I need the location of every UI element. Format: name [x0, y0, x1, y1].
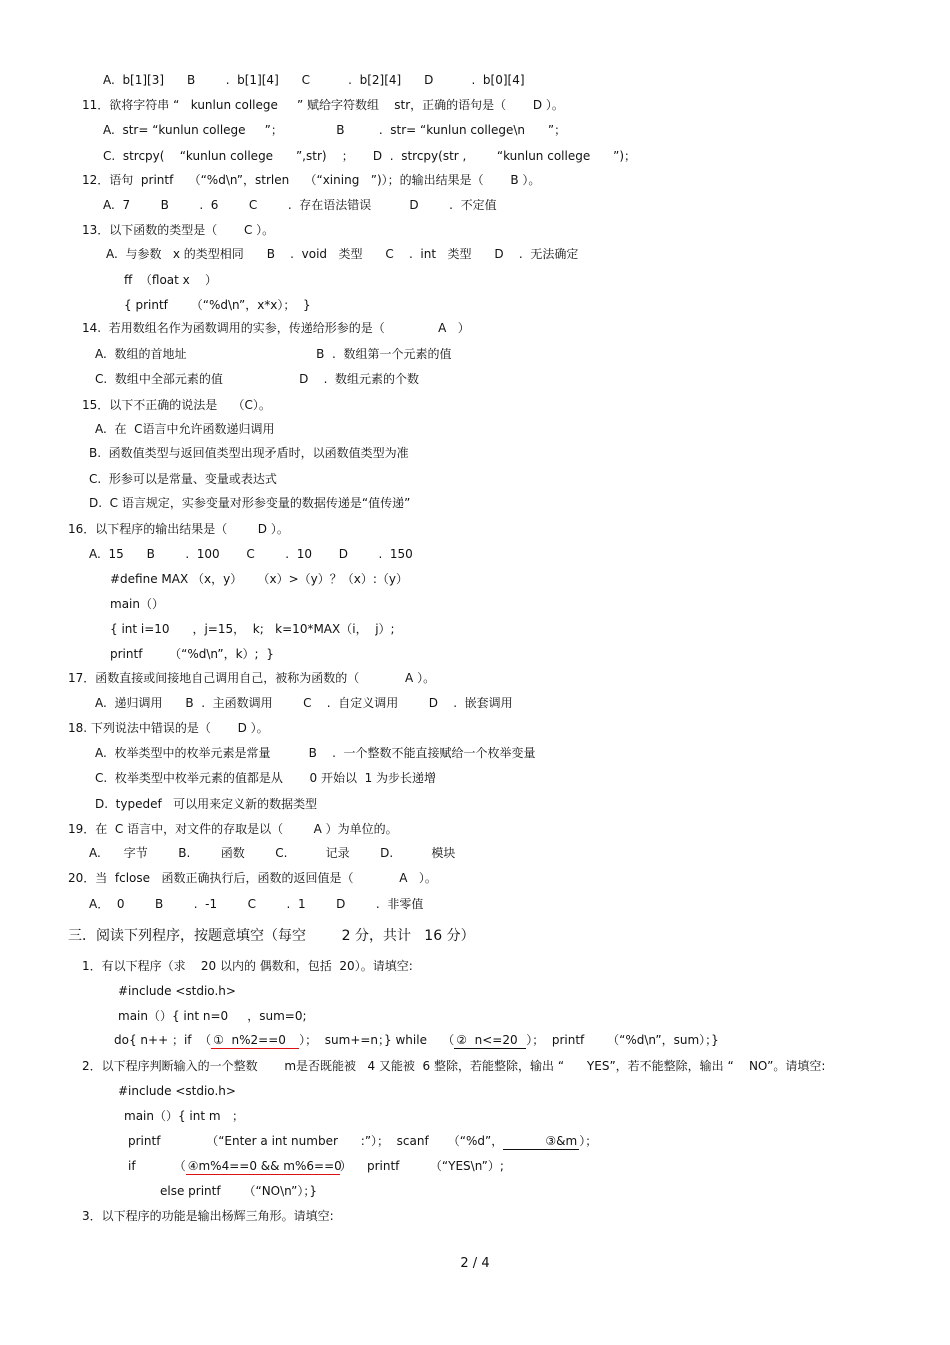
q17-options: A. 递归调用 B . 主函数调用 C . 自定义调用 D . 嵌套调用: [95, 696, 513, 710]
q13-stem: 13．以下函数的类型是（ C ）。: [82, 223, 275, 237]
q14-stem: 14. 若用数组名作为函数调用的实参，传递给形参的是（ A ）: [82, 321, 470, 335]
answer-blank-2: ② n<=20: [454, 1032, 526, 1049]
q16-code-line3: { int i=10 ，j=15， k; k=10*MAX（i， j）;: [110, 622, 395, 636]
fill2-code-line2: main（）{ int m ；: [124, 1109, 245, 1123]
q20-options: A． 0 B . -1 C . 1 D . 非零值: [89, 897, 424, 911]
q18-option-d: D. typedef 可以用来定义新的数据类型: [95, 797, 318, 811]
q16-code-line1: #define MAX （x，y） （x）>（y）？（x）:（y）: [110, 572, 408, 586]
fill2-code-line3: printf （“Enter a int number :”）； scanf （“%d”， ③&m ）；: [128, 1134, 598, 1148]
q19-options: A. 字节 B. 函数 C. 记录 D. 模块: [89, 846, 456, 860]
q15-option-d: D. C 语言规定，实参变量对形参变量的数据传递是“值传递”: [89, 496, 411, 510]
fill1-code-line3: do{ n++ ；if （ ① n%2==0 ）； sum+=n；} while （ ② n<=20 ）； printf （“%d\n”，sum）；}: [114, 1033, 719, 1047]
q18-stem: 18. 下列说法中错误的是（ D ）。: [68, 721, 269, 735]
q13-options: A. 与参数 x 的类型相同 B . void 类型 C . int 类型 D . 无法确定: [106, 247, 579, 261]
q19-stem: 19．在 C 语言中，对文件的存取是以（ A ）为单位的。: [68, 822, 398, 836]
q15-option-b: B. 函数值类型与返回值类型出现矛盾时，以函数值类型为准: [89, 446, 409, 460]
q16-options: A. 15 B . 100 C . 10 D . 150: [89, 547, 413, 561]
q20-stem: 20．当 fclose 函数正确执行后，函数的返回值是（ A ）。: [68, 871, 437, 885]
q11-options-ab: A. str= “kunlun college ”； B . str= “kunlun college\n ”；: [103, 123, 567, 137]
q15-option-a: A. 在 C语言中允许函数递归调用: [95, 422, 275, 436]
q16-code-line4: printf （“%d\n”，k）; }: [110, 647, 274, 661]
answer-blank-4: ④m%4==0 && m%6==0: [187, 1159, 342, 1173]
q18-options-ab: A. 枚举类型中的枚举元素是常量 B . 一个整数不能直接赋给一个枚举变量: [95, 746, 536, 760]
page-number: 2 / 4: [460, 1256, 490, 1271]
fill1-code-line1: #include <stdio.h>: [118, 984, 236, 998]
q13-code-line2: { printf （“%d\n”，x*x）； }: [124, 298, 311, 312]
q10-options: A. b[1][3] B . b[1][4] C . b[2][4] D . b[0][4]: [103, 73, 525, 87]
q16-code-line2: main（）: [110, 597, 164, 611]
q15-stem: 15．以下不正确的说法是 （C）。: [82, 398, 271, 412]
q12-stem: 12．语句 printf （“%d\n”，strlen （“xining ”)）；的输出结果是（ B ）。: [82, 173, 541, 187]
section-3-heading: 三．阅读下列程序，按题意填空（每空 2 分，共计 16 分）: [68, 928, 475, 944]
answer-blank-3: ③&m: [503, 1133, 579, 1150]
q15-option-c: C. 形参可以是常量、变量或表达式: [89, 472, 277, 486]
fill3-stem: 3．以下程序的功能是输出杨辉三角形。请填空:: [82, 1209, 334, 1223]
fill2-code-line1: #include <stdio.h>: [118, 1084, 236, 1098]
q16-stem: 16．以下程序的输出结果是（ D ）。: [68, 522, 289, 536]
fill1-code-line2: main（）{ int n=0 ，sum=0;: [118, 1009, 307, 1023]
fill2-stem: 2．以下程序判断输入的一个整数 m是否既能被 4 又能被 6 整除，若能整除，输出 “ YES”，若不能整除，输出 “ NO”。请填空:: [82, 1059, 826, 1073]
q14-options-ab: A. 数组的首地址 B . 数组第一个元素的值: [95, 347, 452, 361]
q17-stem: 17．函数直接或间接地自己调用自己，被称为函数的（ A ）。: [68, 671, 436, 685]
q13-code-line1: ff （float x ）: [124, 273, 218, 287]
q14-options-cd: C. 数组中全部元素的值 D . 数组元素的个数: [95, 372, 420, 386]
q11-stem: 11．欲将字符串 “ kunlun college ” 赋给字符数组 str，正确的语句是（ D ）。: [82, 98, 564, 112]
q12-options: A. 7 B . 6 C . 存在语法错误 D . 不定值: [103, 198, 497, 212]
fill2-code-line4: if （ ④m%4==0 && m%6==0） printf （“YES\n”）;: [128, 1159, 504, 1173]
answer-blank-1: ① n%2==0: [211, 1032, 299, 1049]
q18-option-c: C. 枚举类型中枚举元素的值都是从 0 开始以 1 为步长递增: [95, 771, 437, 785]
fill1-stem: 1．有以下程序（求 20 以内的 偶数和，包括 20）。请填空:: [82, 959, 413, 973]
fill2-code-line5: else printf （“NO\n”）；}: [160, 1184, 317, 1198]
q11-options-cd: C. strcpy( “kunlun college ”,str) ； D . strcpy(str , “kunlun college ”)；: [103, 149, 636, 163]
